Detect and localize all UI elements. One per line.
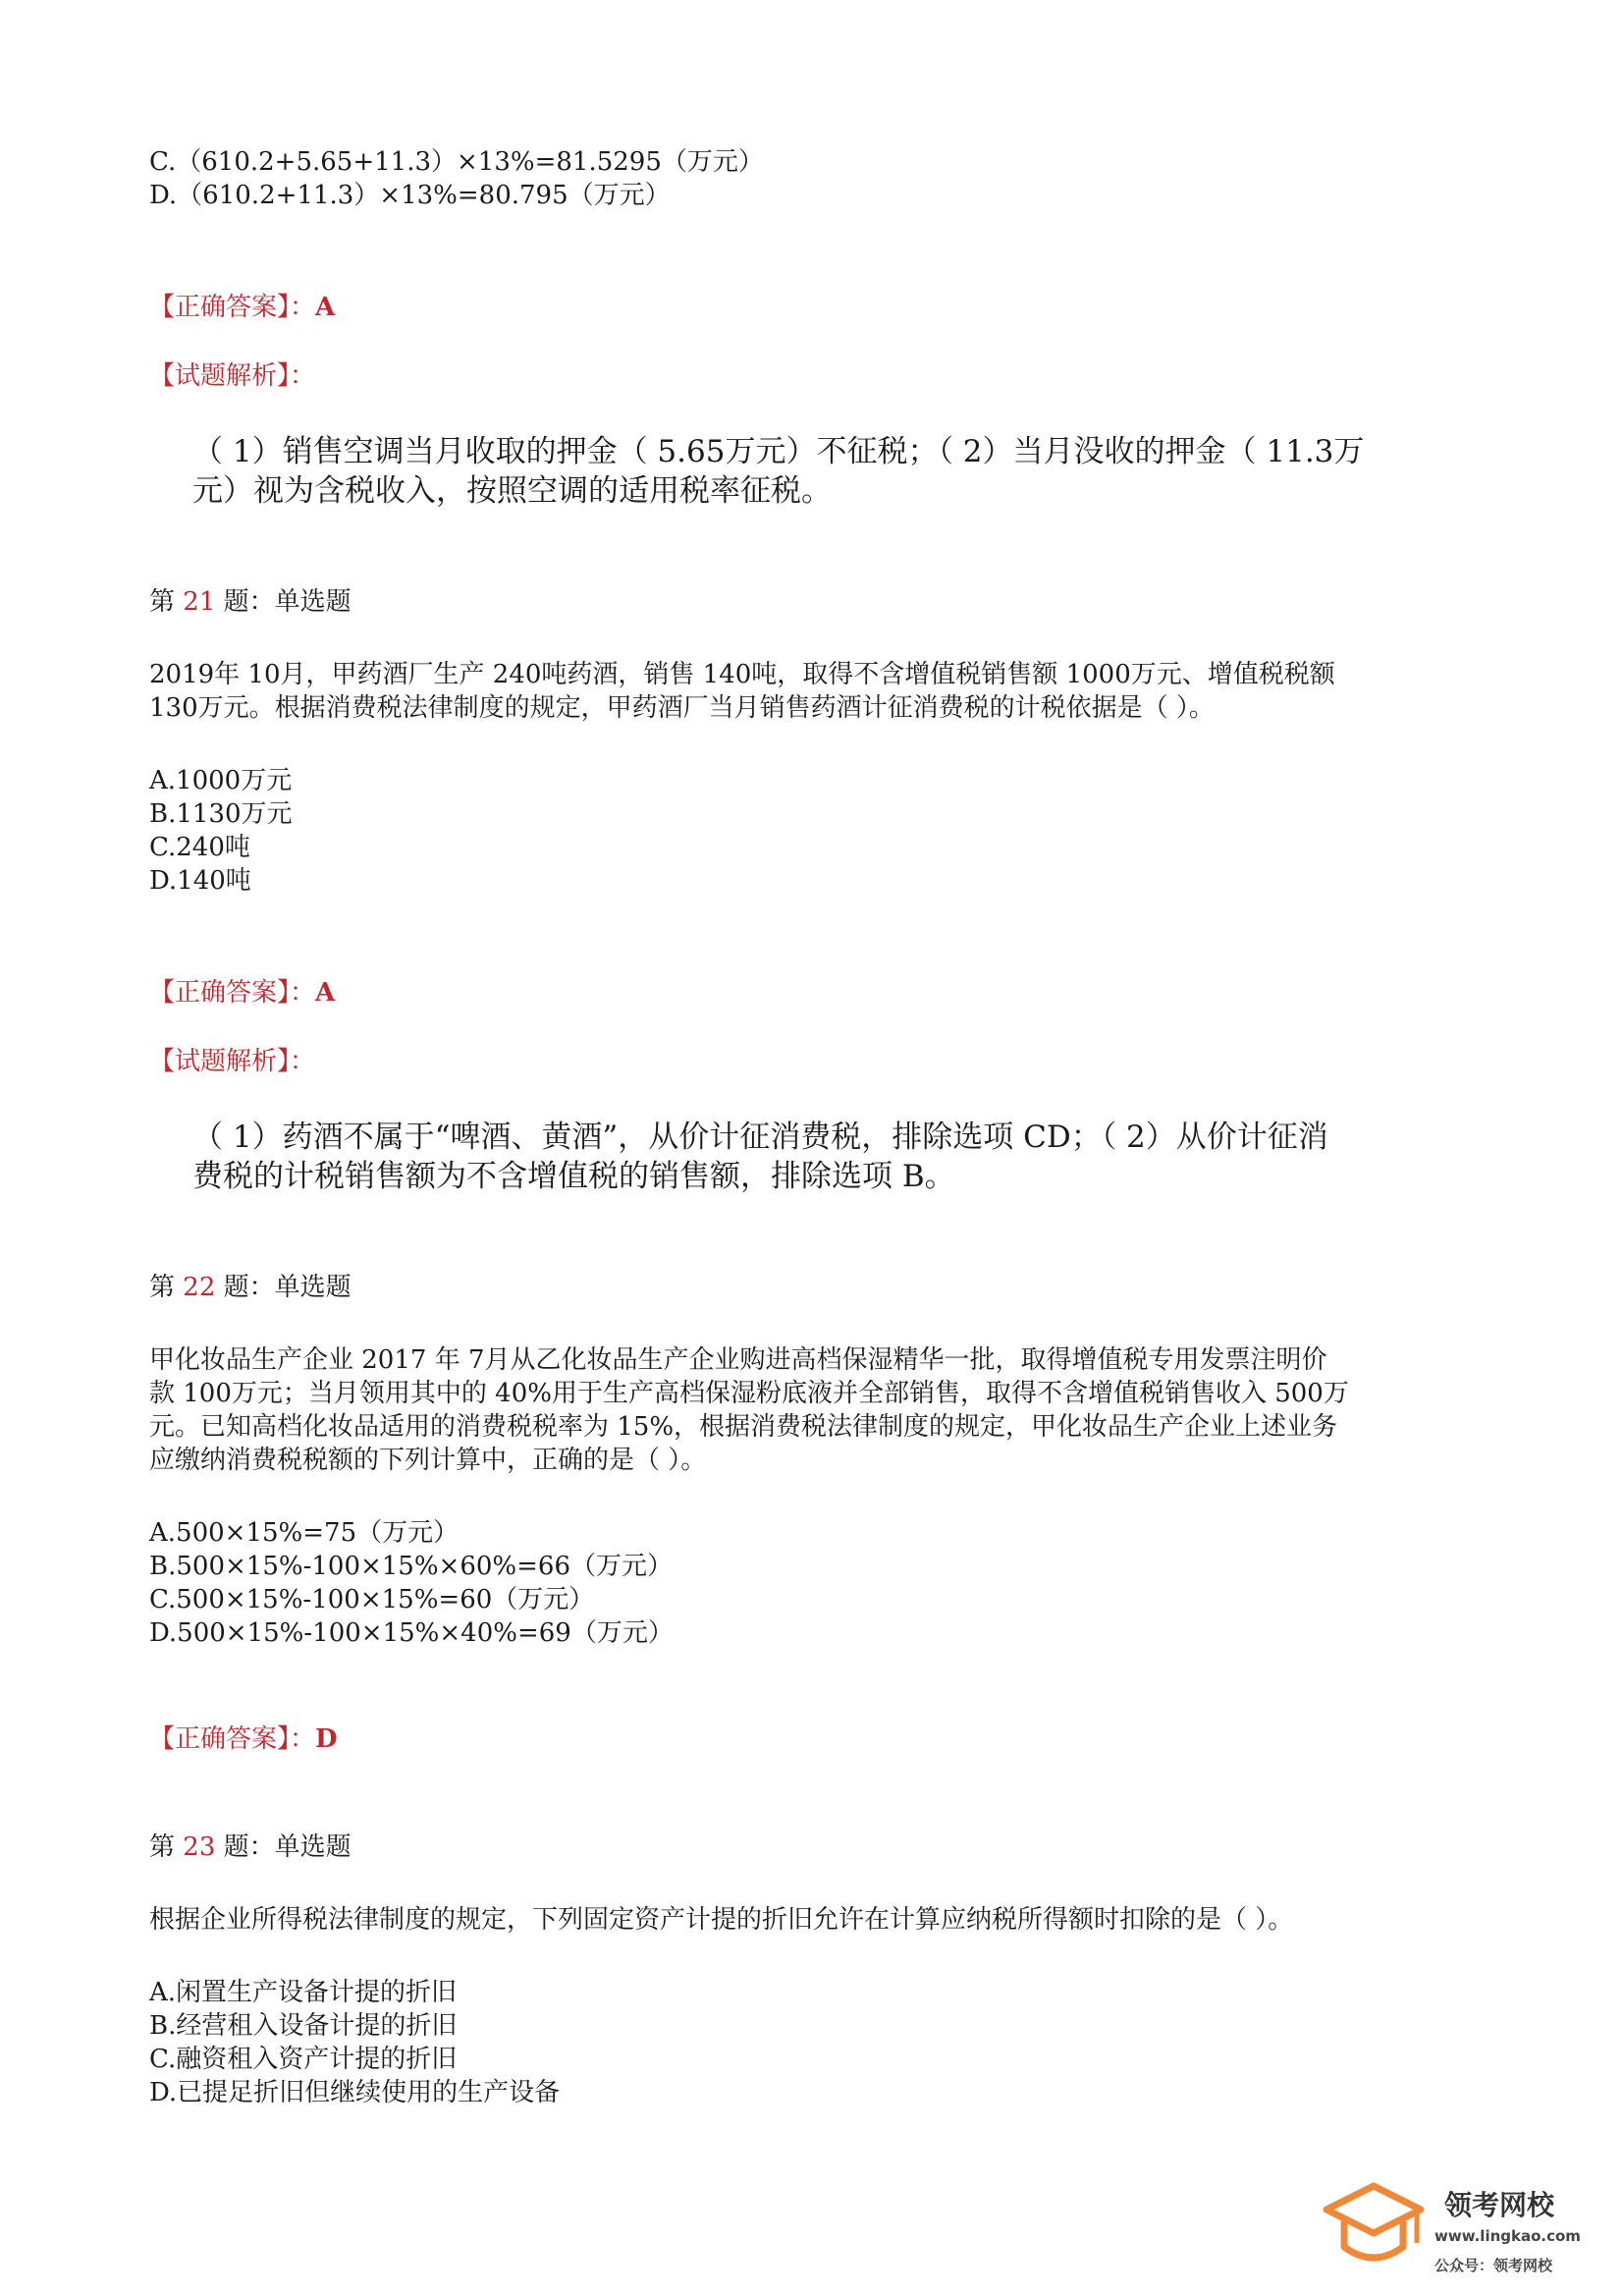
graduation-cap-icon	[1319, 2178, 1429, 2276]
answer-value: D	[315, 1724, 338, 1754]
option-a: A.500×15%=75（万元）	[149, 1518, 460, 1548]
option-c: C.（610.2+5.65+11.3）×13%=81.5295（万元）	[149, 147, 764, 177]
question-number: 22	[183, 1273, 216, 1302]
option-c: C.240吨	[149, 833, 250, 862]
question-header	[149, 1271, 352, 1304]
option-b: B.500×15%-100×15%×60%=66（万元）	[149, 1552, 674, 1581]
option-b: B.经营租入设备计提的折旧	[149, 2011, 458, 2041]
question-type: 题：单选题	[223, 1832, 352, 1862]
option-d: D.（610.2+11.3）×13%=80.795（万元）	[149, 181, 671, 210]
question-stem-line: 甲化妆品生产企业 2017 年 7月从乙化妆品生产企业购进高档保湿精华一批，取得增值税专用发票注明价	[149, 1345, 1327, 1375]
answer-value: A	[315, 293, 336, 322]
question-stem-line: 款 100万元；当月领用其中的 40%用于生产高档保湿粉底液并全部销售，取得不含增值税销售收入 500万	[149, 1379, 1349, 1408]
option-d: D.140吨	[149, 866, 251, 896]
brand-url: www.lingkao.com	[1434, 2227, 1581, 2245]
question-prefix: 第	[149, 1832, 176, 1862]
question-type: 题：单选题	[223, 1273, 352, 1302]
brand-name: 领考网校	[1444, 2189, 1555, 2221]
explanation-line: 元）视为含税收入，按照空调的适用税率征税。	[192, 473, 832, 509]
explanation-line: （ 1）销售空调当月收取的押金（ 5.65万元）不征税；（ 2）当月没收的押金（ 11.3万	[192, 434, 1365, 469]
question-prefix: 第	[149, 587, 176, 617]
answer-label: 【正确答案】：	[149, 1724, 316, 1754]
explanation-line: （ 1）药酒不属于“啤酒、黄酒”，从价计征消费税，排除选项 CD；（ 2）从价计征消	[192, 1120, 1328, 1155]
question-stem-line: 元。已知高档化妆品适用的消费税税率为 15%，根据消费税法律制度的规定，甲化妆品生产企业上述业务	[149, 1412, 1338, 1442]
answer-value: A	[315, 978, 336, 1008]
analysis-label: 【试题解析】：	[149, 1047, 316, 1076]
explanation-line: 费税的计税销售额为不含增值税的销售额，排除选项 B。	[192, 1159, 955, 1194]
option-d: D.500×15%-100×15%×40%=69（万元）	[149, 1618, 674, 1648]
question-type: 题：单选题	[223, 587, 352, 617]
option-b: B.1130万元	[149, 799, 293, 829]
question-stem-line: 应缴纳消费税税额的下列计算中，正确的是（ ）。	[149, 1446, 707, 1475]
option-c: C.500×15%-100×15%=60（万元）	[149, 1585, 595, 1614]
option-a: A.闲置生产设备计提的折旧	[149, 1978, 458, 2007]
question-header	[149, 1831, 352, 1864]
answer-line	[149, 1722, 338, 1756]
option-c: C.融资租入资产计提的折旧	[149, 2045, 458, 2074]
question-stem-line: 根据企业所得税法律制度的规定，下列固定资产计提的折旧允许在计算应纳税所得额时扣除的是（ ）。	[149, 1905, 1294, 1935]
answer-line	[149, 291, 335, 324]
brand-wechat: 公众号：领考网校	[1434, 2257, 1553, 2274]
question-prefix: 第	[149, 1273, 176, 1302]
answer-label: 【正确答案】：	[149, 293, 316, 322]
answer-label: 【正确答案】：	[149, 978, 316, 1008]
option-d: D.已提足折旧但继续使用的生产设备	[149, 2078, 561, 2107]
question-header	[149, 585, 352, 619]
option-a: A.1000万元	[149, 766, 293, 795]
question-stem-line: 130万元。根据消费税法律制度的规定，甲药酒厂当月销售药酒计征消费税的计税依据是（ ）。	[149, 693, 1215, 723]
question-number: 21	[183, 587, 216, 617]
analysis-label: 【试题解析】：	[149, 361, 316, 391]
footer-watermark	[1319, 2178, 1584, 2286]
answer-line	[149, 976, 335, 1010]
question-number: 23	[183, 1832, 216, 1862]
question-stem-line: 2019年 10月，甲药酒厂生产 240吨药酒，销售 140吨，取得不含增值税销售额 1000万元、增值税税额	[149, 660, 1335, 689]
